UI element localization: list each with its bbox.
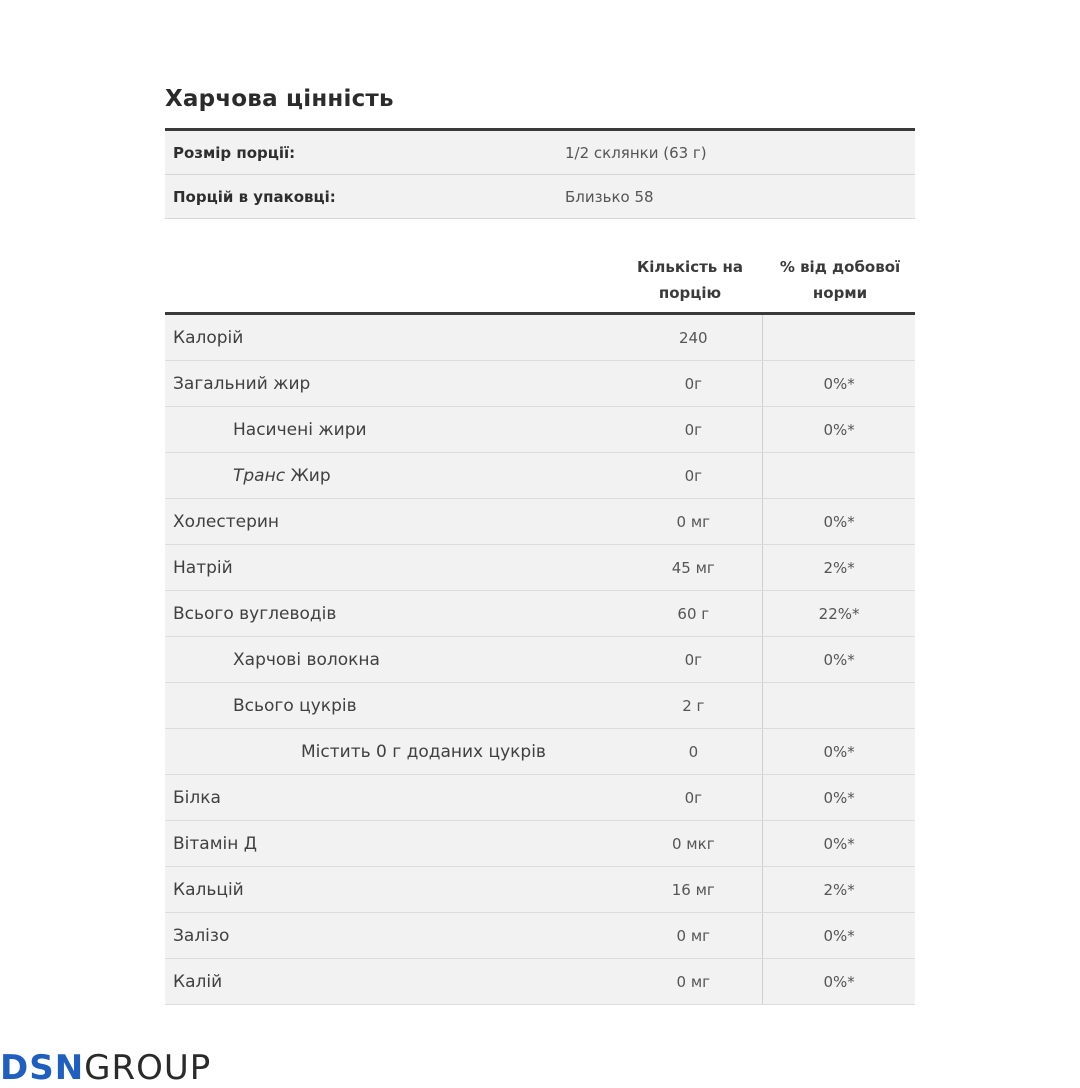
table-row [165, 959, 915, 1005]
table-row [165, 867, 915, 913]
nutrient-name [165, 466, 624, 486]
nutrient-amount: 0 мг [676, 972, 711, 991]
nutrient-name: Загальний жир [173, 373, 311, 394]
nutrients-table-header [165, 250, 915, 315]
logo-dsn: DSN [0, 1048, 85, 1088]
nutrient-name: Білка [173, 787, 221, 808]
servings-per-container-value: Близько 58 [565, 187, 654, 206]
table-row [165, 775, 915, 821]
table-row [165, 545, 915, 591]
nutrient-name: Всього вуглеводів [173, 603, 337, 624]
serving-info-table [165, 128, 915, 219]
nutrient-daily-value: 0%* [762, 959, 915, 1004]
nutrient-amount: 16 мг [671, 880, 715, 899]
nutrient-amount: 0г [684, 374, 703, 393]
nutrient-name: Всього цукрів [233, 695, 357, 716]
nutrient-daily-value [762, 315, 915, 360]
nutrient-name: Натрій [173, 557, 233, 578]
nutrient-daily-value: 0%* [762, 361, 915, 406]
nutrient-amount: 0 мг [676, 926, 711, 945]
nutrient-amount: 0г [684, 650, 703, 669]
serving-size-label: Розмір порції: [173, 143, 296, 162]
nutrient-name: Залізо [173, 925, 230, 946]
table-row [165, 499, 915, 545]
nutrient-name: Харчові волокна [233, 649, 380, 670]
nutrient-amount: 240 [678, 328, 708, 347]
serving-size-value: 1/2 склянки (63 г) [565, 143, 707, 162]
nutrient-name-rest: Жир [285, 465, 331, 486]
nutrient-name: Вітамін Д [173, 833, 258, 854]
nutrient-daily-value [762, 453, 915, 498]
logo-group: GROUP [84, 1048, 212, 1088]
amount-column-header: Кількість на порцію [637, 258, 743, 302]
nutrient-amount: 2 г [682, 696, 705, 715]
table-row [165, 407, 915, 453]
nutrient-amount: 0 [688, 742, 699, 761]
table-row [165, 683, 915, 729]
table-row [165, 591, 915, 637]
table-row [165, 315, 915, 361]
nutrient-name: Кальцій [173, 879, 244, 900]
brand-logo [0, 1048, 211, 1088]
page-title: Харчова цінність [165, 86, 394, 112]
table-row [165, 361, 915, 407]
nutrient-daily-value: 0%* [762, 637, 915, 682]
nutrient-amount: 0 мкг [672, 834, 715, 853]
nutrient-daily-value: 2%* [762, 545, 915, 590]
nutrient-daily-value: 2%* [762, 867, 915, 912]
table-row [165, 637, 915, 683]
table-row [165, 821, 915, 867]
nutrient-daily-value: 0%* [762, 729, 915, 774]
serving-size-row [165, 131, 915, 175]
nutrient-daily-value: 0%* [762, 499, 915, 544]
nutrient-amount: 0 мг [676, 512, 711, 531]
daily-value-column-header: % від добової норми [779, 258, 901, 302]
nutrient-amount: 0г [684, 420, 703, 439]
table-row [165, 913, 915, 959]
nutrient-daily-value [762, 683, 915, 728]
nutrient-name-italic: Транс [233, 465, 286, 486]
table-row [165, 453, 915, 499]
nutrient-amount: 0г [684, 788, 703, 807]
servings-per-container-label: Порцій в упаковці: [173, 187, 336, 206]
nutrient-amount: 0г [684, 466, 703, 485]
nutrients-table-body [165, 315, 915, 1005]
table-row [165, 729, 915, 775]
nutrient-daily-value: 0%* [762, 407, 915, 452]
nutrient-amount: 60 г [677, 604, 710, 623]
nutrient-daily-value: 0%* [762, 775, 915, 820]
servings-per-container-row [165, 175, 915, 219]
nutrient-name: Холестерин [173, 511, 280, 532]
nutrient-name: Калій [173, 971, 223, 992]
nutrient-name: Калорій [173, 327, 244, 348]
nutrient-daily-value: 0%* [762, 821, 915, 866]
nutrient-name: Містить 0 г доданих цукрів [301, 741, 546, 762]
nutrient-daily-value: 0%* [762, 913, 915, 958]
nutrient-amount: 45 мг [671, 558, 715, 577]
nutrient-name: Насичені жири [233, 419, 367, 440]
nutrient-daily-value: 22%* [762, 591, 915, 636]
